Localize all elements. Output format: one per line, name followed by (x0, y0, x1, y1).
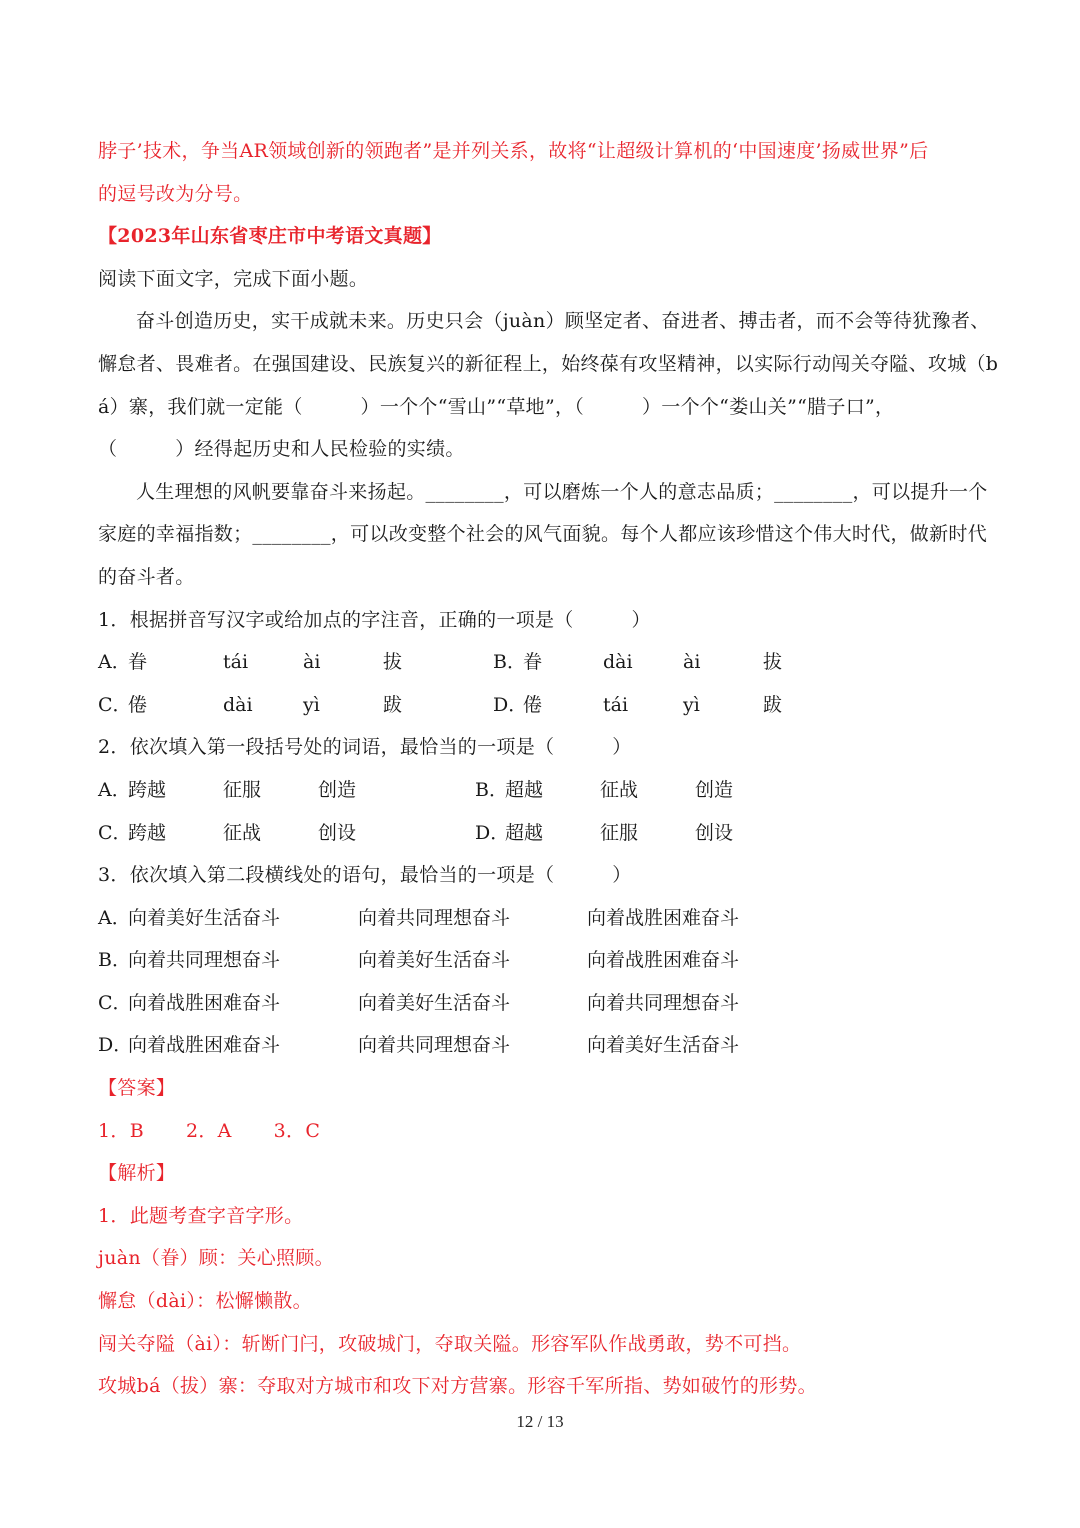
q1-c-py1: dài (223, 693, 253, 716)
q1-stem: 1．根据拼音写汉字或给加点的字注音，正确的一项是（ ） (98, 608, 651, 631)
intro-line-1: 脖子’技术，争当AR领域创新的领跑者”是并列关系，故将“让超级计算机的‘中国速度’扬威世界”后 (98, 140, 929, 162)
q2-d-w1: 超越 (505, 821, 544, 844)
q1-c-char2: 跋 (383, 693, 403, 716)
analysis-line-1: 1．此题考查字音字形。 (98, 1204, 304, 1227)
q2-c-label: C． (98, 821, 132, 844)
q1-options-cd (98, 684, 984, 727)
q1-b-py2: ài (683, 651, 701, 674)
answer-item-1: 1．B (98, 1119, 144, 1142)
q2-b-w1: 超越 (505, 778, 544, 801)
q2-a-w2: 征服 (223, 778, 262, 801)
q1-a-char: 眷 (128, 651, 148, 674)
q3-b-s2: 向着美好生活奋斗 (358, 949, 511, 972)
q2-b-label: B． (475, 778, 508, 801)
q2-c-w1: 跨越 (128, 821, 167, 844)
q3-c-s1: 向着战胜困难奋斗 (128, 991, 281, 1014)
q1-b-char2: 拔 (763, 651, 783, 674)
q2-d-label: D． (475, 821, 510, 844)
q2-a-w1: 跨越 (128, 778, 167, 801)
q2-c-w3: 创设 (318, 821, 357, 844)
passage-p2-line-1: 人生理想的风帆要靠奋斗来扬起。________，可以磨炼一个人的意志品质；________，可以提升一个 (136, 480, 988, 503)
passage-p1-line-2: 懈怠者、畏难者。在强国建设、民族复兴的新征程上，始终葆有攻坚精神，以实际行动闯关夺隘、攻城（b (98, 352, 999, 375)
q1-b-char: 眷 (523, 651, 543, 674)
q1-d-label: D． (493, 693, 528, 716)
answer-item-3: 3．C (273, 1119, 321, 1142)
q2-a-label: A． (98, 778, 131, 801)
analysis-line-5: 攻城bá（拔）寨：夺取对方城市和攻下对方营寨。形容千军所指、势如破竹的形势。 (98, 1375, 817, 1398)
q3-d-label: D． (98, 1034, 133, 1057)
analysis-line-4: 闯关夺隘（ài）：斩断门闩，攻破城门，夺取关隘。形容军队作战勇敢，势不可挡。 (98, 1332, 802, 1355)
q1-c-py2: yì (303, 693, 320, 716)
q3-option-d (98, 1024, 984, 1067)
answer-label: 【答案】 (98, 1077, 176, 1100)
q3-c-s2: 向着美好生活奋斗 (358, 991, 511, 1014)
q3-b-label: B． (98, 949, 131, 972)
q1-c-char: 倦 (128, 693, 148, 716)
q3-d-s1: 向着战胜困难奋斗 (128, 1034, 281, 1057)
q3-a-label: A． (98, 906, 131, 929)
passage-p2-line-3: 的奋斗者。 (98, 565, 195, 588)
q1-a-py2: ài (303, 651, 321, 674)
q2-options-cd (98, 812, 984, 855)
exam-heading: 【2023年山东省枣庄市中考语文真题】 (98, 225, 442, 248)
q2-options-ab (98, 769, 984, 812)
q3-a-s2: 向着共同理想奋斗 (358, 906, 511, 929)
document-page (98, 130, 999, 1408)
q3-stem: 3．依次填入第二段横线处的语句，最恰当的一项是（ ） (98, 864, 632, 887)
q3-c-label: C． (98, 991, 132, 1014)
q3-a-s1: 向着美好生活奋斗 (128, 906, 281, 929)
passage-p1-line-3: á）寨，我们就一定能（ ）一个个“雪山”“草地”，（ ）一个个“娄山关”“腊子口”， (98, 395, 895, 418)
q1-d-py2: yì (683, 693, 700, 716)
q2-d-w2: 征服 (600, 821, 639, 844)
q3-b-s3: 向着战胜困难奋斗 (587, 949, 740, 972)
q3-option-b (98, 939, 984, 982)
q1-d-char: 倦 (523, 693, 543, 716)
q1-options-ab (98, 641, 984, 684)
q1-d-py1: tái (603, 693, 629, 716)
q1-d-char2: 跋 (763, 693, 783, 716)
page-number: 12 / 13 (516, 1412, 564, 1431)
q3-b-s1: 向着共同理想奋斗 (128, 949, 281, 972)
q2-d-w3: 创设 (695, 821, 734, 844)
analysis-label: 【解析】 (98, 1162, 176, 1185)
q3-c-s3: 向着共同理想奋斗 (587, 991, 740, 1014)
passage-p1-line-1: 奋斗创造历史，实干成就未来。历史只会（juàn）顾坚定者、奋进者、搏击者，而不会等待犹豫者、 (136, 310, 990, 333)
analysis-line-3: 懈怠（dài）：松懈懒散。 (98, 1290, 312, 1313)
q3-d-s3: 向着美好生活奋斗 (587, 1034, 740, 1057)
q1-a-char2: 拔 (383, 651, 403, 674)
passage-p1-line-4: （ ）经得起历史和人民检验的实绩。 (98, 438, 465, 461)
q2-b-w3: 创造 (695, 778, 734, 801)
q3-option-a (98, 897, 984, 940)
analysis-line-2: juàn（眷）顾：关心照顾。 (98, 1247, 334, 1270)
q2-a-w3: 创造 (318, 778, 357, 801)
q2-stem: 2．依次填入第一段括号处的词语，最恰当的一项是（ ） (98, 736, 632, 759)
answer-items (98, 1110, 984, 1153)
q3-d-s2: 向着共同理想奋斗 (358, 1034, 511, 1057)
instruction: 阅读下面文字，完成下面小题。 (98, 267, 369, 290)
q1-a-label: A． (98, 651, 131, 674)
q1-b-label: B． (493, 651, 526, 674)
q1-c-label: C． (98, 693, 132, 716)
passage-p2-line-2: 家庭的幸福指数；________，可以改变整个社会的风气面貌。每个人都应该珍惜这个伟大时代，做新时代 (98, 523, 988, 546)
q3-a-s3: 向着战胜困难奋斗 (587, 906, 740, 929)
q2-c-w2: 征战 (223, 821, 262, 844)
q1-a-py1: tái (223, 651, 249, 674)
answer-item-2: 2．A (185, 1119, 232, 1142)
intro-line-2: 的逗号改为分号。 (98, 182, 253, 205)
q2-b-w2: 征战 (600, 778, 639, 801)
q1-b-py1: dài (603, 651, 633, 674)
q3-option-c (98, 982, 984, 1025)
